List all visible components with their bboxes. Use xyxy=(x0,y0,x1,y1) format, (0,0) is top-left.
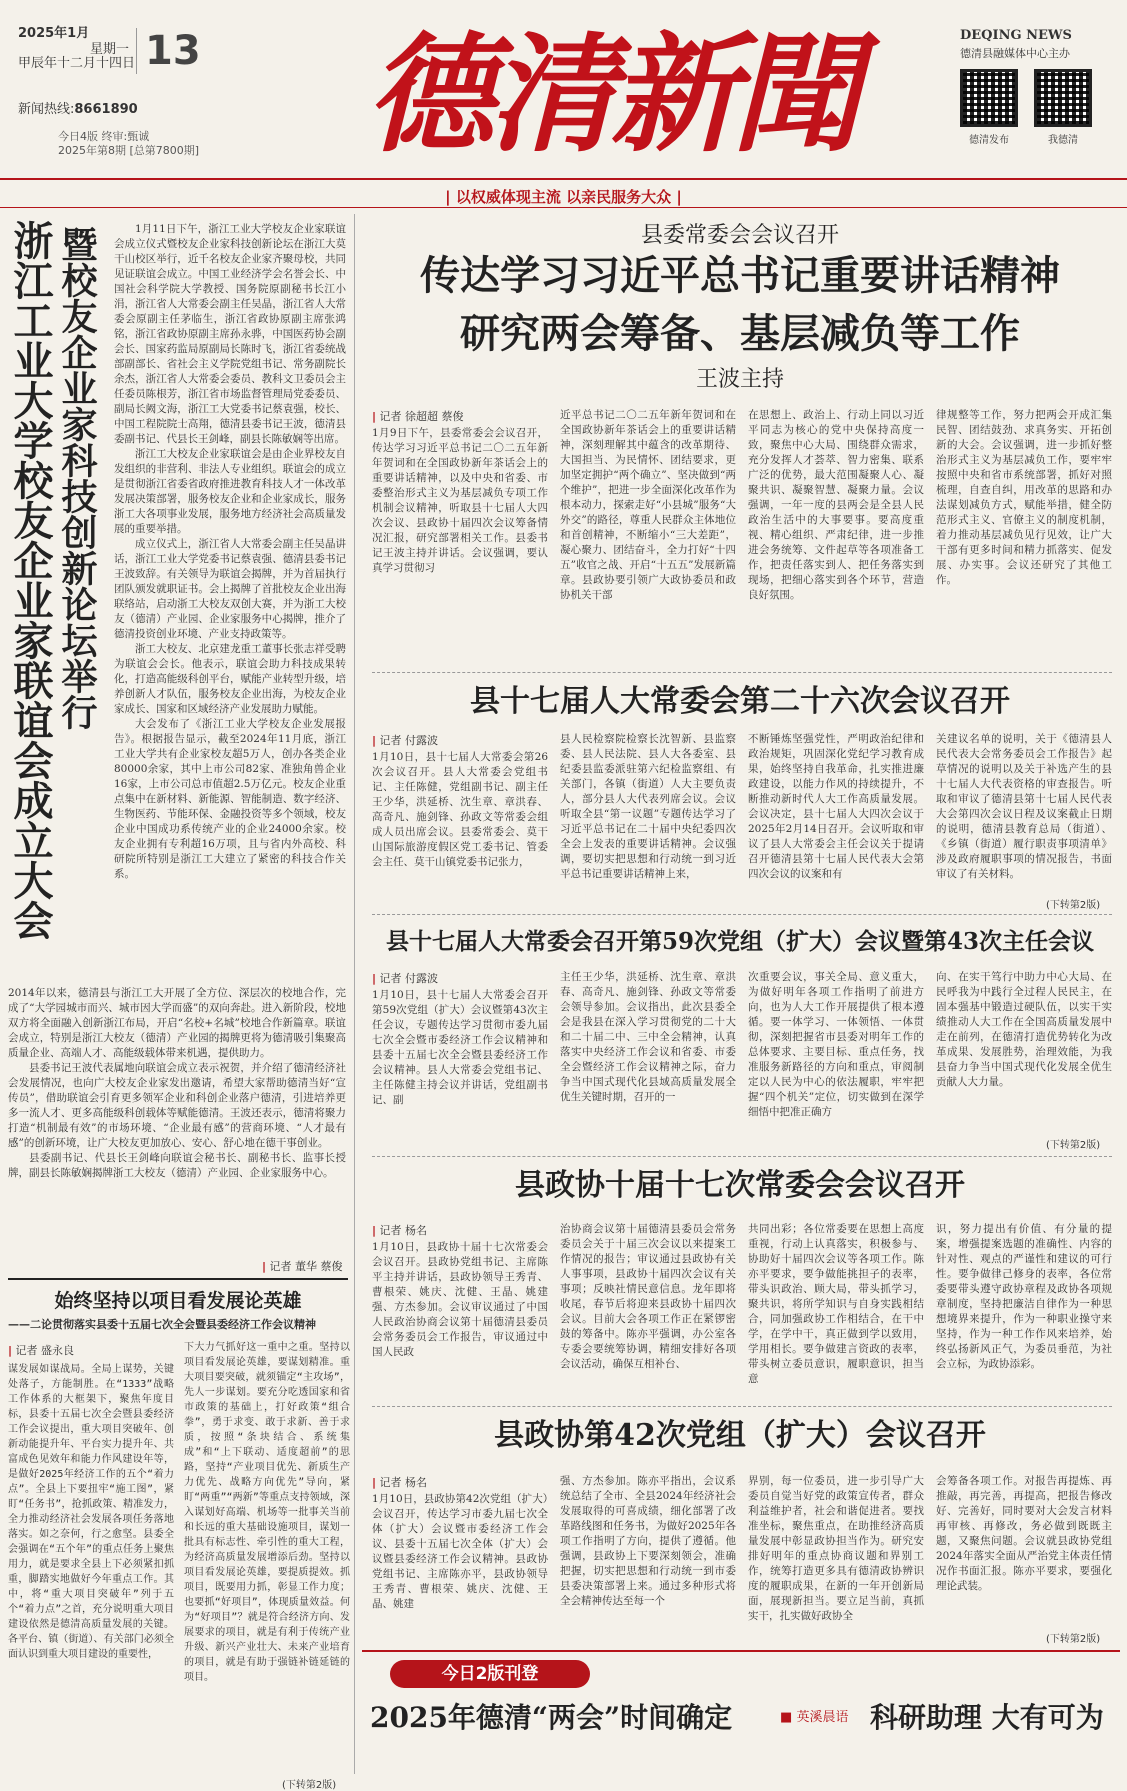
left-story-body-upper xyxy=(114,222,346,982)
story5-col-1: 1月10日，县政协第42次党组（扩大）会议召开，传达学习市委九届七次全体（扩大）会议暨市委经济工作会议、县委十五届七次全体（扩大）会议暨县委经济工作会议精神。县政协党组书记、主席陈亦平，县政协领导王秀青、曹根荣、姚庆、沈健、王晶、姚建 xyxy=(372,1493,548,1610)
qr1-label: 德清发布 xyxy=(969,135,1009,146)
story4-title: 县政协十届十七次常委会会议召开 xyxy=(515,1168,965,1203)
masthead-date-block xyxy=(18,26,268,176)
teaser-tag: ■ 英溪晨语 xyxy=(780,1710,849,1725)
lead-col-1: 1月9日下午，县委常委会会议召开，传达学习习近平总书记二〇二五年新年贺词和在全国政协新年茶话会上的重要讲话精神，以及中央和省委、市委整治形式主义为基层减负专项工作机制会议精神，听取县十七届人大四次会议、县政协十届四次会议筹备情况汇报，研究部署相关工作。县委书记王波主持并讲话。会议强调，要认真学习贯彻习 xyxy=(372,427,548,574)
story4-col-3: 共同出彩；各位常委要在思想上高度重视，行动上认真落实，积极参与、协助好十届四次会议等各项工作。陈亦平要求，要争做能挑担子的表率，带头识政治、顾大局，带头抓学习，聚共识，将所学知识与自身实践相结合，同加强政协工作相结合，在干中学，在学中干，真正做到学以致用，学用相长。要争做建言资政的表率，带头树立委员意识，履职意识，担当意 xyxy=(748,1223,924,1385)
story5-col-4: 会筹备各项工作。对报告再提炼、再推敲，再完善，再提高，把报告修改好、完善好，同时要对大会发言材料再审核、再修改，务必做到既既主题，又聚焦问题。会议就县政协党组2024年落实全面从严治党主体责任情况作书面汇报。陈亦平要求，要强化理论武装。 xyxy=(936,1475,1112,1592)
left-story-byline: | 记者 董华 蔡俊 xyxy=(262,1260,343,1273)
story3-col-4: 向、在实干笃行中助力中心大局、在民呼我为中践行全过程人民民主，在固本强基中锻造过硬队伍，以实干实绩推动人大工作在全国高质量发展中走在前列，在德清打造优势转化为改革成果、发展胜势，治理效能，为我县奋力争当中国式现代化发展全优生贡献人大力量。 xyxy=(936,971,1112,1088)
teaser-item-2[interactable]: 科研助理 大有可为 xyxy=(870,1701,1104,1734)
story4-reporter: | 记者 杨名 xyxy=(372,1224,428,1237)
today-page2-label: 今日2版刊登 xyxy=(390,1660,590,1688)
host-org: 德清县融媒体中心主办 xyxy=(960,47,1070,60)
story3-col-3: 次重要会议，事关全局、意义重大，为做好明年各项工作指明了前进方向，也为人大工作开展提供了根本遵循。要一体学习、一体领悟、一体贯彻，深刻把握省市县委对明年工作的总体要求、主要目标、重点任务，找准服务新路径的方向和重点，审阅制定以人民为中心的依法履职，牢牢把握“四个机关”定位，切实做到在深学细悟中把准正确方 xyxy=(748,971,924,1118)
story2-col-3: 不断锤炼坚强党性，严明政治纪律和政治规矩，巩固深化党纪学习教育成果，始终坚持自我革命，扎实推进廉政建设，以能力作风的持续提升，不断推动新时代人大工作高质量发展。会议决定，县十七届人大四次会议于2025年2月14日召开。会议听取和审议了县人大常委会主任会议关于提请召开德清县第十七届人民代表大会第四次会议的议案和有 xyxy=(748,733,924,880)
story5-top-rule xyxy=(372,1406,1112,1407)
story4-top-rule xyxy=(372,1156,1112,1157)
left-headline-sub: 暨校友企业家科技创新论坛举行 xyxy=(56,226,98,730)
english-name: DEQING NEWS xyxy=(960,28,1072,43)
story4-col-1: 1月10日，县政协十届十七次常委会会议召开。县政协党组书记、主席陈平主持并讲话，县政协领导王秀青、曹根荣、姚庆、沈健、王晶、姚建强、方杰参加。会议审议通过了中国人民政治协商会议第十届德清县委员会常务委员会工作报告，审议通过中国人民政 xyxy=(372,1241,548,1358)
left-para-4: 浙工大校友、北京建龙重工董事长张志祥受聘为联谊会会长。他表示，联谊会助力科技成果转化，打造高能级科创平台，赋能产业转型升级，培养创新人才队伍，服务校友企业出海，为校友企业家成长、国家和区域经济产业发展助力赋能。 xyxy=(114,643,346,715)
lead-col-2: 近平总书记二〇二五年新年贺词和在全国政协新年茶话会上的重要讲话精神，深刻理解其中蕴含的改革期待、大国担当、为民情怀、团结要求，更加坚定拥护“两个确立”、坚决做到“两个维护”，把进一步全面深化改革作为根本动力，探索走好“小县城”服务“大外交”的路径，尊重人民群众主体地位和首创精神，不断缩小“三大差距”，凝心聚力、团结奋斗，全力打好“十四五”收官之战、开启“十五五”发展新篇章。县政协要引领广大政协委员和政协机关干部 xyxy=(560,409,736,601)
story3-turn[interactable]: (下转第2版) xyxy=(1046,1140,1101,1151)
story2-top-rule xyxy=(372,672,1112,673)
hotline: 新闻热线:8661890 xyxy=(18,102,138,117)
commentary-subtitle: ——二论贯彻落实县委十五届七次全会暨县委经济工作会议精神 xyxy=(8,1318,316,1331)
masthead-right xyxy=(960,28,1120,146)
masthead-rule xyxy=(0,178,1127,180)
slogan: | 以权威体现主流 以亲民服务大众 | xyxy=(445,188,682,206)
story5-reporter: | 记者 杨名 xyxy=(372,1476,428,1489)
left-headline-main: 浙江工业大学校友企业家联谊会成立大会 xyxy=(7,220,54,940)
story4-col-2: 治协商会议第十届德清县委员会常务委员会关于十届三次会议以来提案工作情况的报告；审议通过县政协有关人事事项，县政协十届四次会议有关事项；反映社情民意信息。龙年即将收尾，春节后将迎来县政协十届四次会议。目前大会各项工作正在紧锣密鼓的筹备中。陈亦平强调，办公室各专委会要统筹协调，精细安排好各项会议活动，确保互相补台、 xyxy=(560,1223,736,1370)
left-para-3: 成立仪式上，浙江省人大常委会副主任吴晶讲话，浙江工业大学党委书记蔡袁强、德清县委书记王波致辞。有关领导为联谊会揭牌，并为首届执行团队颁发就职证书。会上揭牌了首批校友企业出海联络站，启动浙工大校友双创大赛，并为浙工大校友（德清）产业园、企业家服务中心揭牌，推介了德清投资创业环境、产业支持政策等。 xyxy=(114,538,346,640)
lead-kicker: 县委常委会会议召开 xyxy=(640,223,839,248)
story3-reporter: | 记者 付露波 xyxy=(372,972,439,985)
qr2-label: 我德清 xyxy=(1048,135,1078,146)
lunar-date: 甲辰年十二月十四日 xyxy=(18,56,136,71)
left-para-5: 大会发布了《浙江工业大学校友企业发展报告》。根据报告显示，截至2024年11月底，浙江工业大学共有企业家校友超5万人，创办各类企业80000余家，其中上市公司82家、准独角兽企业16家，上市公司总市值超2.5万亿元。校友企业重点集中在新材料、新能源、智能制造、数字经济、生物医药、节能环保、金融投资等多个领域，校友企业中国成功系传统产业的企业24000余家。校友企业拥有专利超16万项，且与省内外高校、科研院所特别是浙江工大建立了紧密的科技合作关系。 xyxy=(114,718,346,880)
commentary-turn[interactable]: (下转第2版) xyxy=(282,1780,337,1791)
weekday: 星期一 xyxy=(90,42,130,57)
left-para-8: 县委副书记、代县长王剑峰向联谊会秘书长、副秘书长、监事长授牌，副县长陈敏娴揭牌浙工大校友（德清）产业园、企业家服务中心。 xyxy=(8,1152,346,1179)
story2-col-1: 1月10日，县十七届人大常委会第26次会议召开。县人大常委会党组书记、主任陈健，党组副书记、副主任王少华，洪延桥、沈生章、章洪春、高奇凡、施剑锋、孙政文等常委会组成人员出席会议。县委常委会、莫干山国际旅游度假区党工委书记、管委会主任、莫干山镇党委书记张力， xyxy=(372,751,548,868)
commentary-title: 始终坚持以项目看发展论英雄 xyxy=(54,1290,302,1312)
qr-code-wodeqing[interactable] xyxy=(1034,69,1092,127)
story5-title: 县政协第42次党组（扩大）会议召开 xyxy=(494,1418,986,1453)
tag-square-icon: ■ xyxy=(780,1710,793,1725)
qr-code-fabu[interactable] xyxy=(960,69,1018,127)
left-para-6: 2014年以来，德清县与浙江工大开展了全方位、深层次的校地合作，完成了“大学园城市而兴、城市因大学而盛”的双向奔赴。进入新阶段，校地双方将全面融入创新浙江布局，开启“名校+名城”校地合作新篇章。联谊会成立，特别是浙江大校友（德清）产业园的揭牌更将为德清吸引集聚高质量企业、高端人才、高能级载体带来机遇，提供助力。 xyxy=(8,987,346,1059)
left-divider xyxy=(8,1278,348,1280)
story2-turn[interactable]: (下转第2版) xyxy=(1046,900,1101,911)
commentary-col2: 下大力气抓好这一重中之重。坚持以项目看发展论英雄，要谋划精准。重大项目要突破，就须锚定“主攻场”，先人一步谋划。要充分吃透国家和省市政策的基础上，打好政策“组合拳”，勇于求变、敢于求新、善于求质，按照“条块结合、系统集成”和“上下联动、适度超前”的思路，坚持“产业项目优先、新质生产力优先、战略方向优先”导向，紧盯“两重”“两新”等重点支持领域，深入谋划好高端、机场等一批事关当前和长远的重大基础设施项目，谋划一批具有标志性、牵引性的重大工程，为经济高质量发展增添后劲。坚持以项目看发展论英雄，要提质提效。抓项目，既要用力抓，彰显工作力度；也要抓“好项目”，体现质量效益。何为“好项目”？就是符合经济方向、发展要求的项目，就是有利于传统产业升级、新兴产业壮大、未来产业培育的项目，就是有助于强链补链延链的项目。 xyxy=(184,1342,350,1683)
story3-col-1: 1月10日，县十七届人大常委会召开第59次党组（扩大）会议暨第43次主任会议，专题传达学习贯彻市委九届七次全会暨市委经济工作会议精神和县委十五届七次全会暨县委经济工作会议精神。县人大常委会党组书记、主任陈健主持会议并讲话，党组副书记、副 xyxy=(372,989,548,1106)
pages-info: 今日4版 终审:甄诚 xyxy=(58,130,150,143)
column-rule xyxy=(354,214,355,1774)
story5-col-2: 强、方杰参加。陈亦平指出，会议系统总结了全市、全县2024年经济社会发展取得的可喜成绩，细化部署了改革路线图和任务书，为做好2025年各项工作指明了方向，提供了遵循。他强调，县政协上下要深刻领会，准确把握，切实把思想和行动统一到市委县委决策部署上来。通过多种形式将全会精神传达至每一个 xyxy=(560,1475,736,1607)
lead-presider: 王波主持 xyxy=(695,367,784,392)
left-para-2: 浙江工大校友企业家联谊会是由企业界校友自发组织的非营利、非法人专业组织。联谊会的成立是贯彻浙江省委省政府推进教育科技人才一体改革发展决策部署，服务校友企业和企业家成长，服务浙工大各项事业发展，服务地方经济社会高质量发展的重要举措。 xyxy=(114,448,346,535)
lead-col-3: 在思想上、政治上、行动上同以习近平同志为核心的党中央保持高度一致，聚焦中心大局、围绕群众需求，充分发挥人才荟萃、智力密集、联系广泛的优势，最大范围凝聚人心、凝聚共识、凝聚智慧、凝聚力量。会议强调，一年一度的县两会是全县人民政治生活中的大事要事。要高度重视、精心组织、严肃纪律，进一步推进会务统筹、文件起草等各项准备工作，把责任落实到人、把任务落实到现场，把细心落实到各个环节，营造良好氛围。 xyxy=(748,409,924,601)
lead-col-4: 律规整等工作，努力把两会开成汇集民智、团结鼓劲、求真务实、开拓创新的大会。会议强调，进一步抓好整治形式主义为基层减负工作，要牢牢按照中央和省市系统部署，抓好对照梳理，自查自纠，用改革的思路和办法谋划减负方式，赋能举措，健全防范形式主义、官僚主义的制度机制，着力推动基层减负见行见效，让广大干部有更多时间和精力抓落实、促发展、办实事。会议还研究了其他工作。 xyxy=(936,409,1112,586)
lead-reporter: | 记者 徐超超 蔡俊 xyxy=(372,410,464,423)
story2-col-4: 关建议名单的说明，关于《德清县人民代表大会常务委员会工作报告》起草情况的说明以及关于补选产生的县十七届人大代表资格的审查报告。听取和审议了德清县第十七届人民代表大会第四次会议日程及议案截止日期的说明，德清县教育总局（街道）、《乡镇（街道）履行职责事项清单》涉及政府履职事项的情况报告，书面审议了有关材料。 xyxy=(936,733,1112,880)
left-para-7: 县委书记王波代表属地向联谊会成立表示祝贺，并介绍了德清经济社会发展情况，也向广大校友企业家发出邀请，希望大家帮助德清当好“宣传员”，借助联谊会引育更多领军企业和科创企业落户德清，引进培养更多一流人才、更多高能级科创载体等赋能德清。王波还表示，德清将聚力打造“机制最有效”的市场环境、“企业最有感”的营商环境、“人才最有感”的创新环境，让广大校友更加放心、安心、舒心地在德干事创业。 xyxy=(8,1062,346,1149)
story2-title: 县十七届人大常委会第二十六次会议召开 xyxy=(470,684,1010,719)
story3-col-2: 主任王少华，洪延桥、沈生章、章洪春、高奇凡、施剑锋、孙政文等常委会领导参加。会议指出，此次县委全会是我县在深入学习贯彻党的二十大和二十届二中、三中全会精神，认真落实中央经济工作会议和省委、市委全会暨经济工作会议精神之际，奋力争当中国式现代化县域高质量发展全优生关键时期，召开的一 xyxy=(560,971,736,1103)
teaser-rule xyxy=(362,1650,1120,1652)
teaser-item-1[interactable]: 2025年德清“两会”时间确定 xyxy=(370,1701,733,1734)
story2-reporter: | 记者 付露波 xyxy=(372,734,439,747)
left-para-1: 1月11日下午，浙江工业大学校友企业家联谊会成立仪式暨校友企业家科技创新论坛在浙江大莫干山校区举行，近千名校友企业家齐聚母校，共同见证联谊会成立。中国工业经济学会名誉会长、中国社会科学院大学教授、国务院原副秘书长江小涓，浙江省人大常委会副主任吴晶，浙江省人大常委会原副主任茅临生，浙江省政协原副主席张鸿铭，浙江省政协原副主席孙永骅，中国医药协会副会长、国家药监局原副局长陈时飞，浙江省委统战部副部长、省社会主义学院党组书记、常务副院长余杰，浙江省人大常委会委员、教科文卫委员会主任委员陈根芳，浙江省市场监督管理局党委委员、副局长阙文海，浙江工大党委书记蔡袁强，校长、中国工程院院士高翔，德清县委书记王波，德清县委副书记、代县长王剑峰，副县长陈敏娴等出席。 xyxy=(114,223,346,445)
day-number: 13 xyxy=(136,28,201,74)
commentary-col1: 谋发展如谋战局。全局上谋势，关键处落子，方能制胜。在“1333”战略工作体系的大框架下，聚焦年度目标，县委十五届七次全会暨县委经济工作会议提出，重大项目突破年、创新动能提升年、平台实力提升年、共富成色见效年和能力作风建设年等，是做好2025年经济工作的五个“着力点”。全县上下要扭牢“施工图”，紧盯“任务书”，抢抓政策、精准发力，全力推动经济社会发展各项任务落地落实。如之奈何，行之愈坚。县委全会强调在“五个年”的重点任务上聚焦用力，就是要求全县上下必须紧扣抓重，脚踏实地做好今年重点工作。其中，将“重大项目突破年”列于五个“着力点”之首，充分说明重大项目建设依然是德清高质量发展的关键。各平台、镇（街道）、有关部门必须全面认识到重大项目建设的重要性， xyxy=(8,1364,174,1660)
commentary-reporter: | 记者 盛永良 xyxy=(8,1344,75,1357)
date: 2025年1月 xyxy=(18,26,90,41)
story3-top-rule xyxy=(372,914,1112,915)
story4-col-4: 识，努力提出有价值、有分量的提案，增强提案选题的准确性、内容的针对性、观点的严谨性和建议的可行性。要争做律己修身的表率，各位常委要带头遵守政协章程及政协各项规章制度，坚持把廉洁自律作为一种思想境界来提升，作为一种职业操守来坚持，作为一种工作作风来培养，始终弘扬新风正气，为委员垂范，为社会立标，为政协添彩。 xyxy=(936,1223,1112,1370)
story2-col-2: 县人民检察院检察长沈智新、县监察委、县人民法院、县人大各委室、县纪委县监委派驻第六纪检监察组、有关部门，各镇（街道）人大主要负责人，部分县人大代表列席会议。会议听取全县“第一议题”专题传达学习了习近平总书记在二十届中央纪委四次全会上发表的重要讲话精神。会议强调，要切实把思想和行动统一到习近平总书记重要讲话精神上来， xyxy=(560,733,736,880)
newspaper-logo: 德清新聞 xyxy=(365,20,854,170)
lead-title-2: 研究两会筹备、基层减负等工作 xyxy=(460,310,1020,357)
story3-title: 县十七届人大常委会召开第59次党组（扩大）会议暨第43次主任会议 xyxy=(385,928,1094,955)
story5-turn[interactable]: (下转第2版) xyxy=(1046,1634,1101,1645)
story5-col-3: 界别，每一位委员，进一步引导广大委员自觉当好党的政策宣传者，群众利益维护者，社会和谐促进者。要找准坐标，聚焦重点，在助推经济高质量发展中彰显政协担当作为。研究安排好明年的重点协商议题和界别工作，统筹打造更多具有德清政协辨识度的履职成果，在新的一年开创新局面，展现新担当。要立足当前，真抓实干，扎实做好政协全 xyxy=(748,1475,924,1622)
left-story-body-lower xyxy=(8,986,346,1256)
lead-title-1: 传达学习习近平总书记重要讲话精神 xyxy=(420,252,1060,299)
slogan-rule xyxy=(0,207,1127,208)
issue-info: 2025年第8期 [总第7800期] xyxy=(58,144,200,157)
